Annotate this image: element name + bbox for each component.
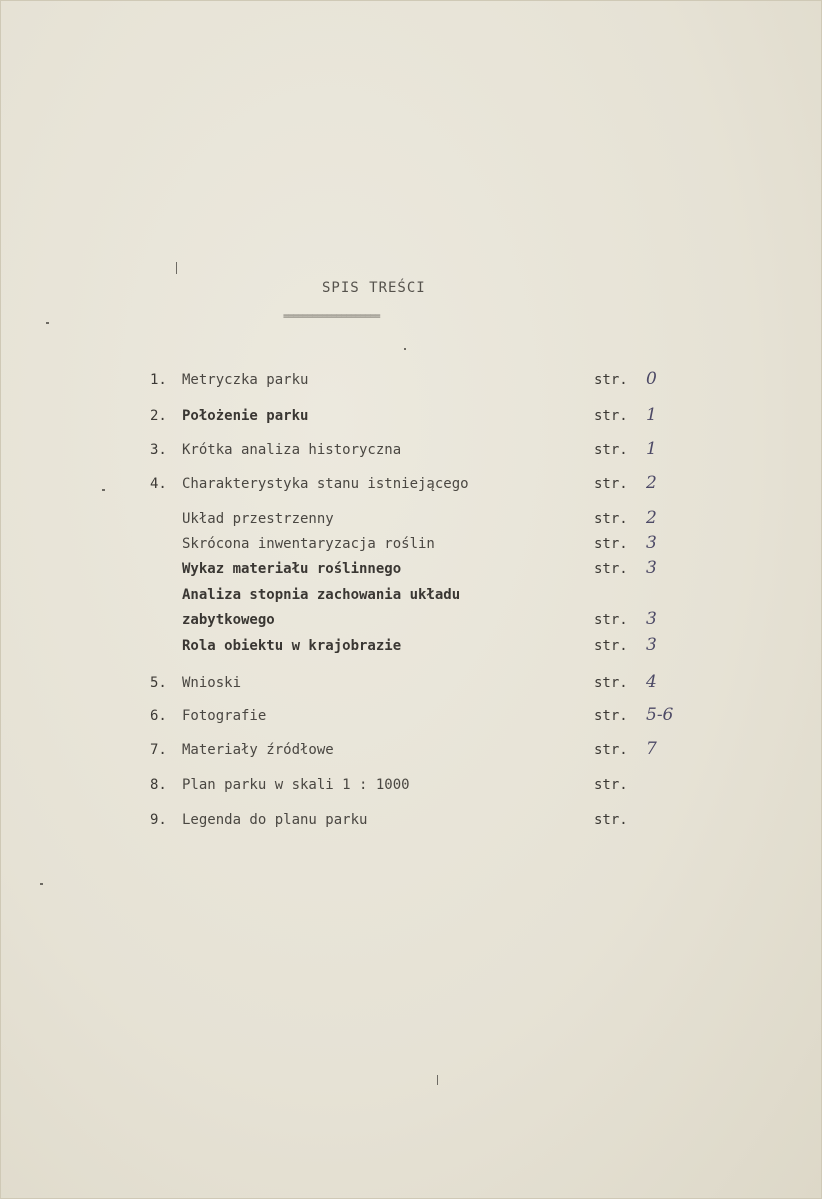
entry-label: Skrócona inwentaryzacja roślin (182, 536, 435, 552)
toc-entry (0, 705, 822, 730)
entry-page-number: 1 (646, 439, 657, 459)
paper-speck (437, 1075, 438, 1085)
title-underline: ==================== (283, 311, 380, 322)
paper-speck (46, 322, 49, 324)
entry-page-prefix: str. (594, 812, 628, 828)
toc-entry (0, 473, 822, 498)
entry-page-number: 1 (646, 405, 657, 425)
toc-subentry (0, 635, 822, 660)
entry-label: Położenie parku (182, 408, 309, 424)
entry-page-number: 3 (646, 609, 657, 629)
entry-page-number: 3 (646, 635, 657, 655)
entry-label: Układ przestrzenny (182, 511, 334, 527)
entry-page-prefix: str. (594, 476, 628, 492)
entry-number: 6. (150, 708, 167, 724)
toc-entry (0, 812, 822, 834)
entry-page-prefix: str. (594, 742, 628, 758)
paper-speck (40, 883, 43, 885)
entry-label: zabytkowego (182, 612, 275, 628)
toc-subentry (0, 508, 822, 533)
entry-number: 2. (150, 408, 167, 424)
toc-entry (0, 672, 822, 697)
entry-page-number: 2 (646, 473, 657, 493)
entry-number: 3. (150, 442, 167, 458)
entry-page-number: 5-6 (646, 705, 674, 725)
toc-subentry (0, 558, 822, 583)
toc-entry (0, 739, 822, 764)
entry-page-prefix: str. (594, 612, 628, 628)
entry-label: Legenda do planu parku (182, 812, 368, 828)
toc-subentry (0, 533, 822, 558)
page-title: SPIS TREŚCI (322, 280, 426, 296)
entry-page-prefix: str. (594, 442, 628, 458)
entry-number: 9. (150, 812, 167, 828)
entry-page-prefix: str. (594, 675, 628, 691)
entry-number: 8. (150, 777, 167, 793)
entry-label: Metryczka parku (182, 372, 309, 388)
entry-page-number: 7 (646, 739, 657, 759)
entry-number: 7. (150, 742, 167, 758)
entry-page-prefix: str. (594, 372, 628, 388)
entry-label: Analiza stopnia zachowania układu (182, 587, 461, 603)
toc-entry (0, 369, 822, 394)
entry-page-prefix: str. (594, 561, 628, 577)
toc-subentry (0, 587, 822, 609)
entry-label: Wnioski (182, 675, 242, 691)
entry-page-prefix: str. (594, 408, 628, 424)
entry-page-prefix: str. (594, 708, 628, 724)
entry-page-number: 4 (646, 672, 657, 692)
paper-speck (176, 262, 177, 274)
entry-label: Fotografie (182, 708, 267, 724)
toc-entry (0, 405, 822, 430)
entry-page-number: 2 (646, 508, 657, 528)
entry-page-number: 3 (646, 558, 657, 578)
entry-page-prefix: str. (594, 777, 628, 793)
entry-number: 4. (150, 476, 167, 492)
toc-subentry (0, 609, 822, 634)
entry-label: Krótka analiza historyczna (182, 442, 402, 458)
entry-page-prefix: str. (594, 536, 628, 552)
entry-label: Rola obiektu w krajobrazie (182, 638, 402, 654)
entry-label: Wykaz materiału roślinnego (182, 561, 402, 577)
toc-entry (0, 439, 822, 464)
entry-label: Plan parku w skali 1 : 1000 (182, 777, 410, 793)
entry-page-prefix: str. (594, 511, 628, 527)
entry-label: Charakterystyka stanu istniejącego (182, 476, 469, 492)
paper-speck (102, 489, 105, 491)
entry-page-number: 0 (646, 369, 657, 389)
entry-label: Materiały źródłowe (182, 742, 334, 758)
toc-entry (0, 777, 822, 799)
paper-speck (404, 348, 406, 350)
entry-page-number: 3 (646, 533, 657, 553)
entry-page-prefix: str. (594, 638, 628, 654)
entry-number: 1. (150, 372, 167, 388)
entry-number: 5. (150, 675, 167, 691)
